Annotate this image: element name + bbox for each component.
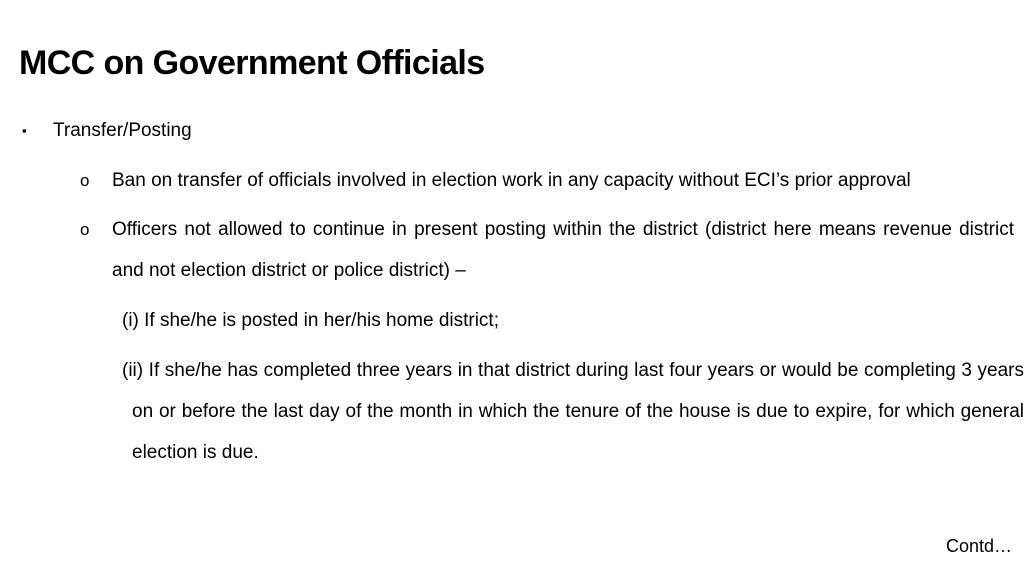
circle-bullet-icon: o	[80, 220, 90, 239]
square-bullet-icon: ▪	[22, 123, 27, 138]
condition-item-2: (ii) If she/he has completed three years in that district during last four years or would be completing 3 years on or before the last day of the month in which the tenure of the house is due to expire, for which general election is due.	[122, 360, 1024, 463]
circle-bullet-icon: o	[80, 171, 90, 190]
continued-label: Contd…	[945, 536, 1012, 556]
bullet-heading: Transfer/Posting	[53, 120, 192, 141]
condition-item-1: (i) If she/he is posted in her/his home district;	[122, 310, 499, 331]
sub-bullet-text-1: Ban on transfer of officials involved in election work in any capacity without ECI’s prior approval	[112, 170, 911, 191]
sub-bullet-text-2: Officers not allowed to continue in present posting within the district (district here means revenue district and not election district or police district) –	[112, 219, 1014, 281]
slide-title: MCC on Government Officials	[19, 44, 485, 82]
